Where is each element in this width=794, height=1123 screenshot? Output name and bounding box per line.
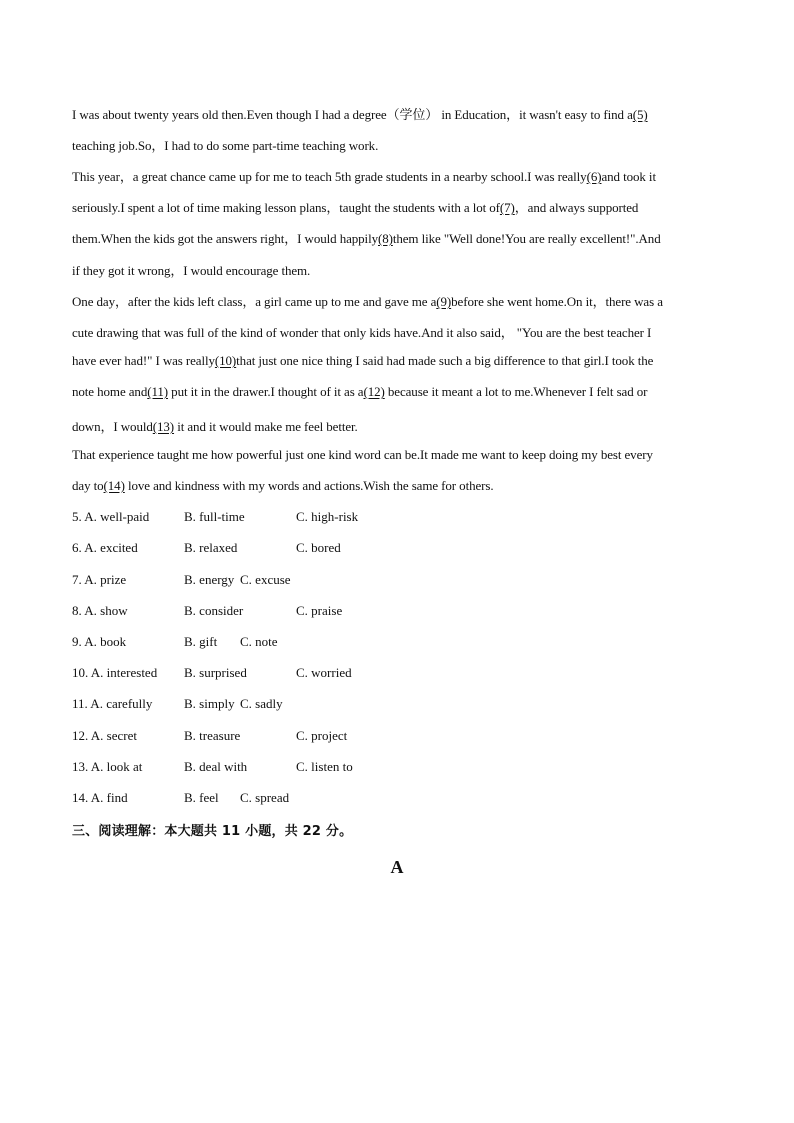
blank-8: (8) xyxy=(377,231,393,246)
option-c: C. project xyxy=(296,728,348,743)
text: because it meant a lot to me.Whenever I felt sad or xyxy=(384,384,648,399)
text: before she went home.On it，there was a xyxy=(451,294,663,309)
option-b: B. feel xyxy=(184,790,219,805)
option-c: C. excuse xyxy=(240,572,291,587)
text: have ever had!" I was really xyxy=(72,353,215,368)
option-a: 6. A. excited xyxy=(72,540,138,555)
option-a: 10. A. interested xyxy=(72,665,158,680)
option-c: C. bored xyxy=(296,540,341,555)
passage-line-7 xyxy=(72,291,663,310)
text: that just one nice thing I said had made such a big difference to that girl.I took the xyxy=(236,353,654,368)
blank-11: (11) xyxy=(147,384,169,399)
passage-line-1 xyxy=(72,104,648,123)
option-b: B. full-time xyxy=(184,509,245,524)
text: This year，a great chance came up for me to teach 5th grade students in a nearby school.I was really xyxy=(72,169,587,184)
blank-9: (9) xyxy=(436,294,452,309)
text: put it in the drawer.I thought of it as a xyxy=(168,384,364,399)
blank-7: (7) xyxy=(499,200,515,215)
text: day to xyxy=(72,478,104,493)
option-c: C. high-risk xyxy=(296,509,359,524)
option-c: C. praise xyxy=(296,603,343,618)
option-a: 5. A. well-paid xyxy=(72,509,150,524)
text: and took it xyxy=(601,169,656,184)
option-b: B. surprised xyxy=(184,665,247,680)
passage-line-2 xyxy=(72,135,378,154)
option-b: B. consider xyxy=(184,603,244,618)
text: I was about twenty years old then.Even though I had a degree（学位） in Education，it wasn't easy to find a xyxy=(72,107,633,122)
passage-line-11 xyxy=(72,416,358,435)
passage-line-6 xyxy=(72,260,310,279)
option-b: B. gift xyxy=(184,634,218,649)
text: down，I would xyxy=(72,419,153,434)
option-b: B. relaxed xyxy=(184,540,238,555)
text: note home and xyxy=(72,384,148,399)
option-a: 9. A. book xyxy=(72,634,127,649)
blank-12: (12) xyxy=(363,384,385,399)
text: One day，after the kids left class，a girl came up to me and gave me a xyxy=(72,294,437,309)
text: them.When the kids got the answers right，I would happily xyxy=(72,231,378,246)
text: ，and always supported xyxy=(514,200,639,215)
passage-line-10 xyxy=(72,384,647,400)
passage-line-4 xyxy=(72,197,638,216)
blank-6: (6) xyxy=(586,169,602,184)
text: cute drawing that was full of the kind of wonder that only kids have.And it also said， "You are the best teacher I xyxy=(72,325,652,340)
option-b: B. deal with xyxy=(184,759,248,774)
option-c: C. sadly xyxy=(240,696,283,711)
option-b: B. treasure xyxy=(184,728,241,743)
text: teaching job.So，I had to do some part-time teaching work. xyxy=(72,138,379,153)
text: love and kindness with my words and actions.Wish the same for others. xyxy=(124,478,494,493)
passage-line-5 xyxy=(72,228,661,247)
option-a: 14. A. find xyxy=(72,790,128,805)
option-c: C. listen to xyxy=(296,759,353,774)
text: seriously.I spent a lot of time making lesson plans，taught the students with a lot of xyxy=(72,200,500,215)
text: it and it would make me feel better. xyxy=(174,419,358,434)
blank-13: (13) xyxy=(152,419,175,434)
passage-line-12 xyxy=(72,447,653,463)
blank-5: (5) xyxy=(632,107,648,122)
section-letter: A xyxy=(390,857,404,877)
option-b: B. energy xyxy=(184,572,235,587)
blank-10: (10) xyxy=(214,353,237,368)
passage-line-9 xyxy=(72,353,653,369)
passage-line-8 xyxy=(72,322,651,341)
option-a: 8. A. show xyxy=(72,603,128,618)
passage-line-13 xyxy=(72,478,494,494)
option-b: B. simply xyxy=(184,696,235,711)
option-a: 11. A. carefully xyxy=(72,696,153,711)
option-a: 13. A. look at xyxy=(72,759,143,774)
text: That experience taught me how powerful just one kind word can be.It made me want to keep doing my best every xyxy=(72,447,653,462)
section-heading: 三、阅读理解：本大题共 11 小题，共 22 分。 xyxy=(72,824,353,839)
option-a: 7. A. prize xyxy=(72,572,127,587)
option-c: C. worried xyxy=(296,665,352,680)
passage-line-3 xyxy=(72,166,656,185)
option-c: C. spread xyxy=(240,790,290,805)
text: them like "Well done!You are really excellent!".And xyxy=(392,231,661,246)
option-a: 12. A. secret xyxy=(72,728,137,743)
blank-14: (14) xyxy=(103,478,125,493)
text: if they got it wrong，I would encourage them. xyxy=(72,263,311,278)
option-c: C. note xyxy=(240,634,278,649)
